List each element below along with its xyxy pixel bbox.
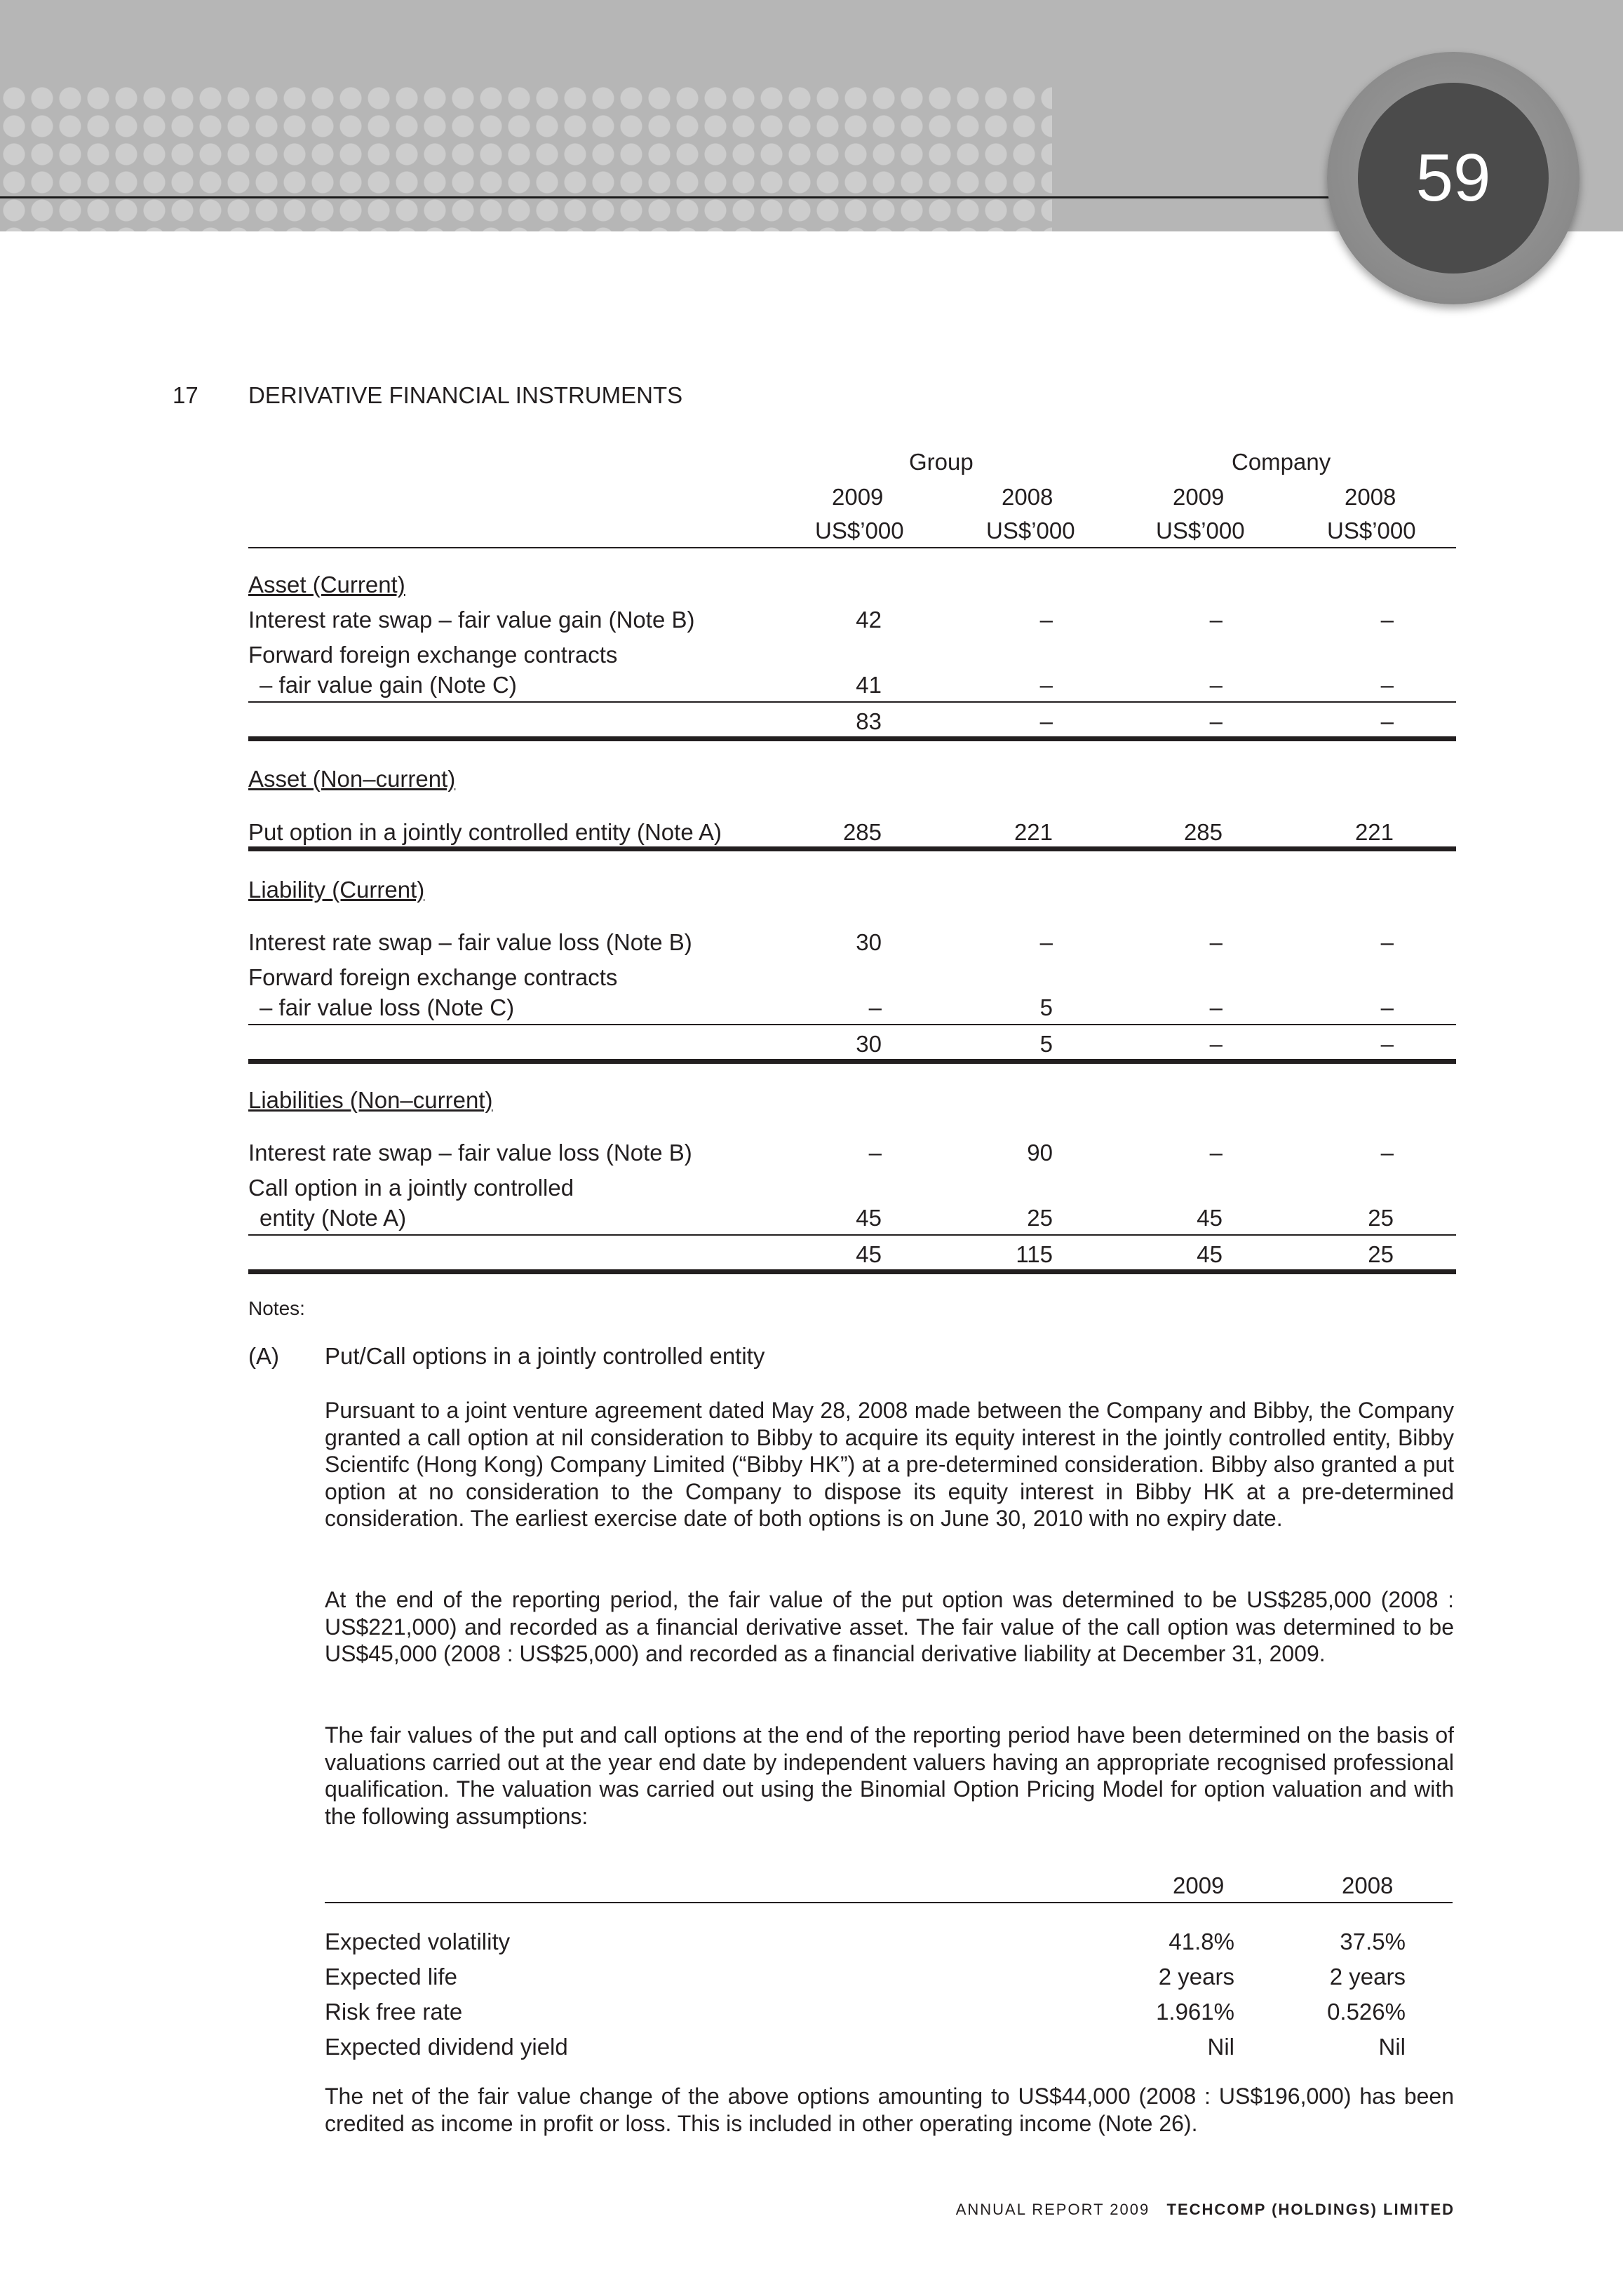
year-header: 2009 — [1173, 1872, 1225, 1898]
section-number: 17 — [173, 382, 198, 408]
section-heading: Liability (Current) — [248, 877, 425, 903]
total-value: 45 — [856, 1241, 882, 1267]
group-header: Group — [909, 449, 974, 475]
cell-value: – — [1380, 607, 1394, 633]
subtotal-rule — [248, 701, 1456, 703]
note-paragraph: Pursuant to a joint venture agreement dated May 28, 2008 made between the Company and Bibby, the Company granted a call option at nil consideration to Bibby to acquire its equity interest in the jointly controlled entity, Bibby Scientifc (Hong Kong) Company Limited (“Bibby HK”) at a pre-determined consideration. Bibby also granted a put option at no consideration to the Company to dispose its equity interest in Bibby HK at a pre-determined consideration. The earliest exercise date of both options is on June 30, 2010 with no expiry date. — [325, 1398, 1454, 1531]
header-underline — [248, 547, 1456, 548]
total-value: 83 — [856, 708, 882, 734]
cell-value: – — [1380, 1140, 1394, 1166]
assumption-value: 1.961% — [1156, 1999, 1234, 2025]
cell-value: 25 — [1368, 1205, 1394, 1231]
page-number-badge — [1327, 52, 1580, 304]
row-label: Forward foreign exchange contracts — [248, 642, 618, 668]
assumption-value: 41.8% — [1169, 1929, 1234, 1954]
note-letter: (A) — [248, 1343, 279, 1369]
assumption-value: 37.5% — [1340, 1929, 1406, 1954]
assumption-label: Expected dividend yield — [325, 2034, 568, 2060]
cell-value: – — [1209, 929, 1223, 955]
cell-value: 45 — [1197, 1205, 1223, 1231]
note-paragraph: The fair values of the put and call options at the end of the reporting period have been determined on the basis of valuations carried out at the year end date by independent valuers having an appropriate recognised professional qualification. The valuation was carried out using the Binomial Option Pricing Model for option valuation and with the following assumptions: — [325, 1722, 1454, 1829]
assumption-label: Expected volatility — [325, 1929, 511, 1954]
assumption-value: 2 years — [1158, 1964, 1234, 1990]
page-number: 59 — [1415, 140, 1491, 215]
year-header: 2008 — [1342, 1872, 1394, 1898]
header-rule — [0, 196, 1354, 198]
total-rule — [248, 1059, 1456, 1064]
total-value: 45 — [1197, 1241, 1223, 1267]
cell-value: – — [1039, 607, 1053, 633]
section-heading: Asset (Non–current) — [248, 766, 456, 792]
cell-value: – — [1039, 929, 1053, 955]
cell-value: – — [1209, 672, 1223, 698]
unit-header: US$’000 — [1327, 518, 1416, 543]
row-label: entity (Note A) — [260, 1205, 407, 1231]
assumption-value: Nil — [1378, 2034, 1406, 2060]
assumptions-header-rule — [325, 1902, 1453, 1903]
note-paragraph: The net of the fair value change of the above options amounting to US$44,000 (2008 : US$196,000) has been credited as income in profit or loss. This is included in other operating income (Note 26). — [325, 2084, 1454, 2136]
page-footer — [956, 2201, 1455, 2219]
page-number-circle — [1358, 83, 1549, 274]
assumption-value: 2 years — [1329, 1964, 1406, 1990]
cell-value: 25 — [1027, 1205, 1053, 1231]
unit-header: US$’000 — [815, 518, 904, 543]
cell-value: – — [1380, 929, 1394, 955]
section-heading: Asset (Current) — [248, 572, 405, 597]
cell-value: 285 — [842, 819, 882, 845]
total-value: 5 — [1039, 1031, 1053, 1057]
company-header: Company — [1232, 449, 1331, 475]
total-value: – — [1380, 708, 1394, 734]
assumption-label: Expected life — [325, 1964, 457, 1990]
total-rule — [248, 846, 1456, 851]
year-header: 2009 — [1173, 484, 1225, 510]
cell-value: 45 — [856, 1205, 882, 1231]
cell-value: 5 — [1039, 994, 1053, 1020]
unit-header: US$’000 — [1156, 518, 1245, 543]
cell-value: – — [868, 1140, 882, 1166]
cell-value: 30 — [856, 929, 882, 955]
cell-value: – — [868, 994, 882, 1020]
row-label: Interest rate swap – fair value gain (Note B) — [248, 607, 695, 633]
cell-value: – — [1209, 1140, 1223, 1166]
cell-value: – — [1209, 994, 1223, 1020]
cell-value: 90 — [1027, 1140, 1053, 1166]
cell-value: 42 — [856, 607, 882, 633]
cell-value: – — [1380, 994, 1394, 1020]
footer-report: ANNUAL REPORT 2009 — [955, 2201, 1150, 2218]
total-rule — [248, 1269, 1456, 1274]
assumption-label: Risk free rate — [325, 1999, 463, 2025]
cell-value: – — [1039, 672, 1053, 698]
unit-header: US$’000 — [986, 518, 1075, 543]
subtotal-rule — [248, 1234, 1456, 1236]
notes-label: Notes: — [248, 1297, 305, 1319]
row-label: Call option in a jointly controlled — [248, 1175, 574, 1201]
total-value: – — [1039, 708, 1053, 734]
year-header: 2009 — [832, 484, 884, 510]
cell-value: 221 — [1354, 819, 1394, 845]
note-paragraph: At the end of the reporting period, the fair value of the put option was determined to be US$285,000 (2008 : US$221,000) and recorded as a financial derivative asset. The fair value of the call option was determined to be US$45,000 (2008 : US$25,000) and recorded as a financial derivative liability at December 31, 2009. — [325, 1587, 1454, 1666]
dot-pattern — [0, 84, 1052, 231]
row-label: Interest rate swap – fair value loss (Note B) — [248, 929, 692, 955]
total-value: 115 — [1016, 1241, 1053, 1267]
total-rule — [248, 736, 1456, 741]
cell-value: 285 — [1183, 819, 1223, 845]
row-label: – fair value gain (Note C) — [260, 672, 517, 698]
cell-value: – — [1209, 607, 1223, 633]
total-value: 30 — [856, 1031, 882, 1057]
note-heading: Put/Call options in a jointly controlled entity — [325, 1343, 765, 1369]
cell-value: 221 — [1013, 819, 1053, 845]
assumption-value: 0.526% — [1327, 1999, 1406, 2025]
row-label: Interest rate swap – fair value loss (Note B) — [248, 1140, 692, 1166]
subtotal-rule — [248, 1024, 1456, 1025]
cell-value: – — [1380, 672, 1394, 698]
year-header: 2008 — [1345, 484, 1396, 510]
year-header: 2008 — [1002, 484, 1053, 510]
total-value: 25 — [1368, 1241, 1394, 1267]
footer-company: TECHCOMP (HOLDINGS) LIMITED — [1166, 2201, 1455, 2218]
section-title: DERIVATIVE FINANCIAL INSTRUMENTS — [248, 382, 683, 408]
total-value: – — [1209, 708, 1223, 734]
row-label: – fair value loss (Note C) — [260, 994, 515, 1020]
section-heading: Liabilities (Non–current) — [248, 1087, 493, 1113]
row-label: Put option in a jointly controlled entity (Note A) — [248, 819, 722, 845]
assumption-value: Nil — [1207, 2034, 1234, 2060]
cell-value: 41 — [856, 672, 882, 698]
row-label: Forward foreign exchange contracts — [248, 964, 618, 990]
total-value: – — [1209, 1031, 1223, 1057]
total-value: – — [1380, 1031, 1394, 1057]
